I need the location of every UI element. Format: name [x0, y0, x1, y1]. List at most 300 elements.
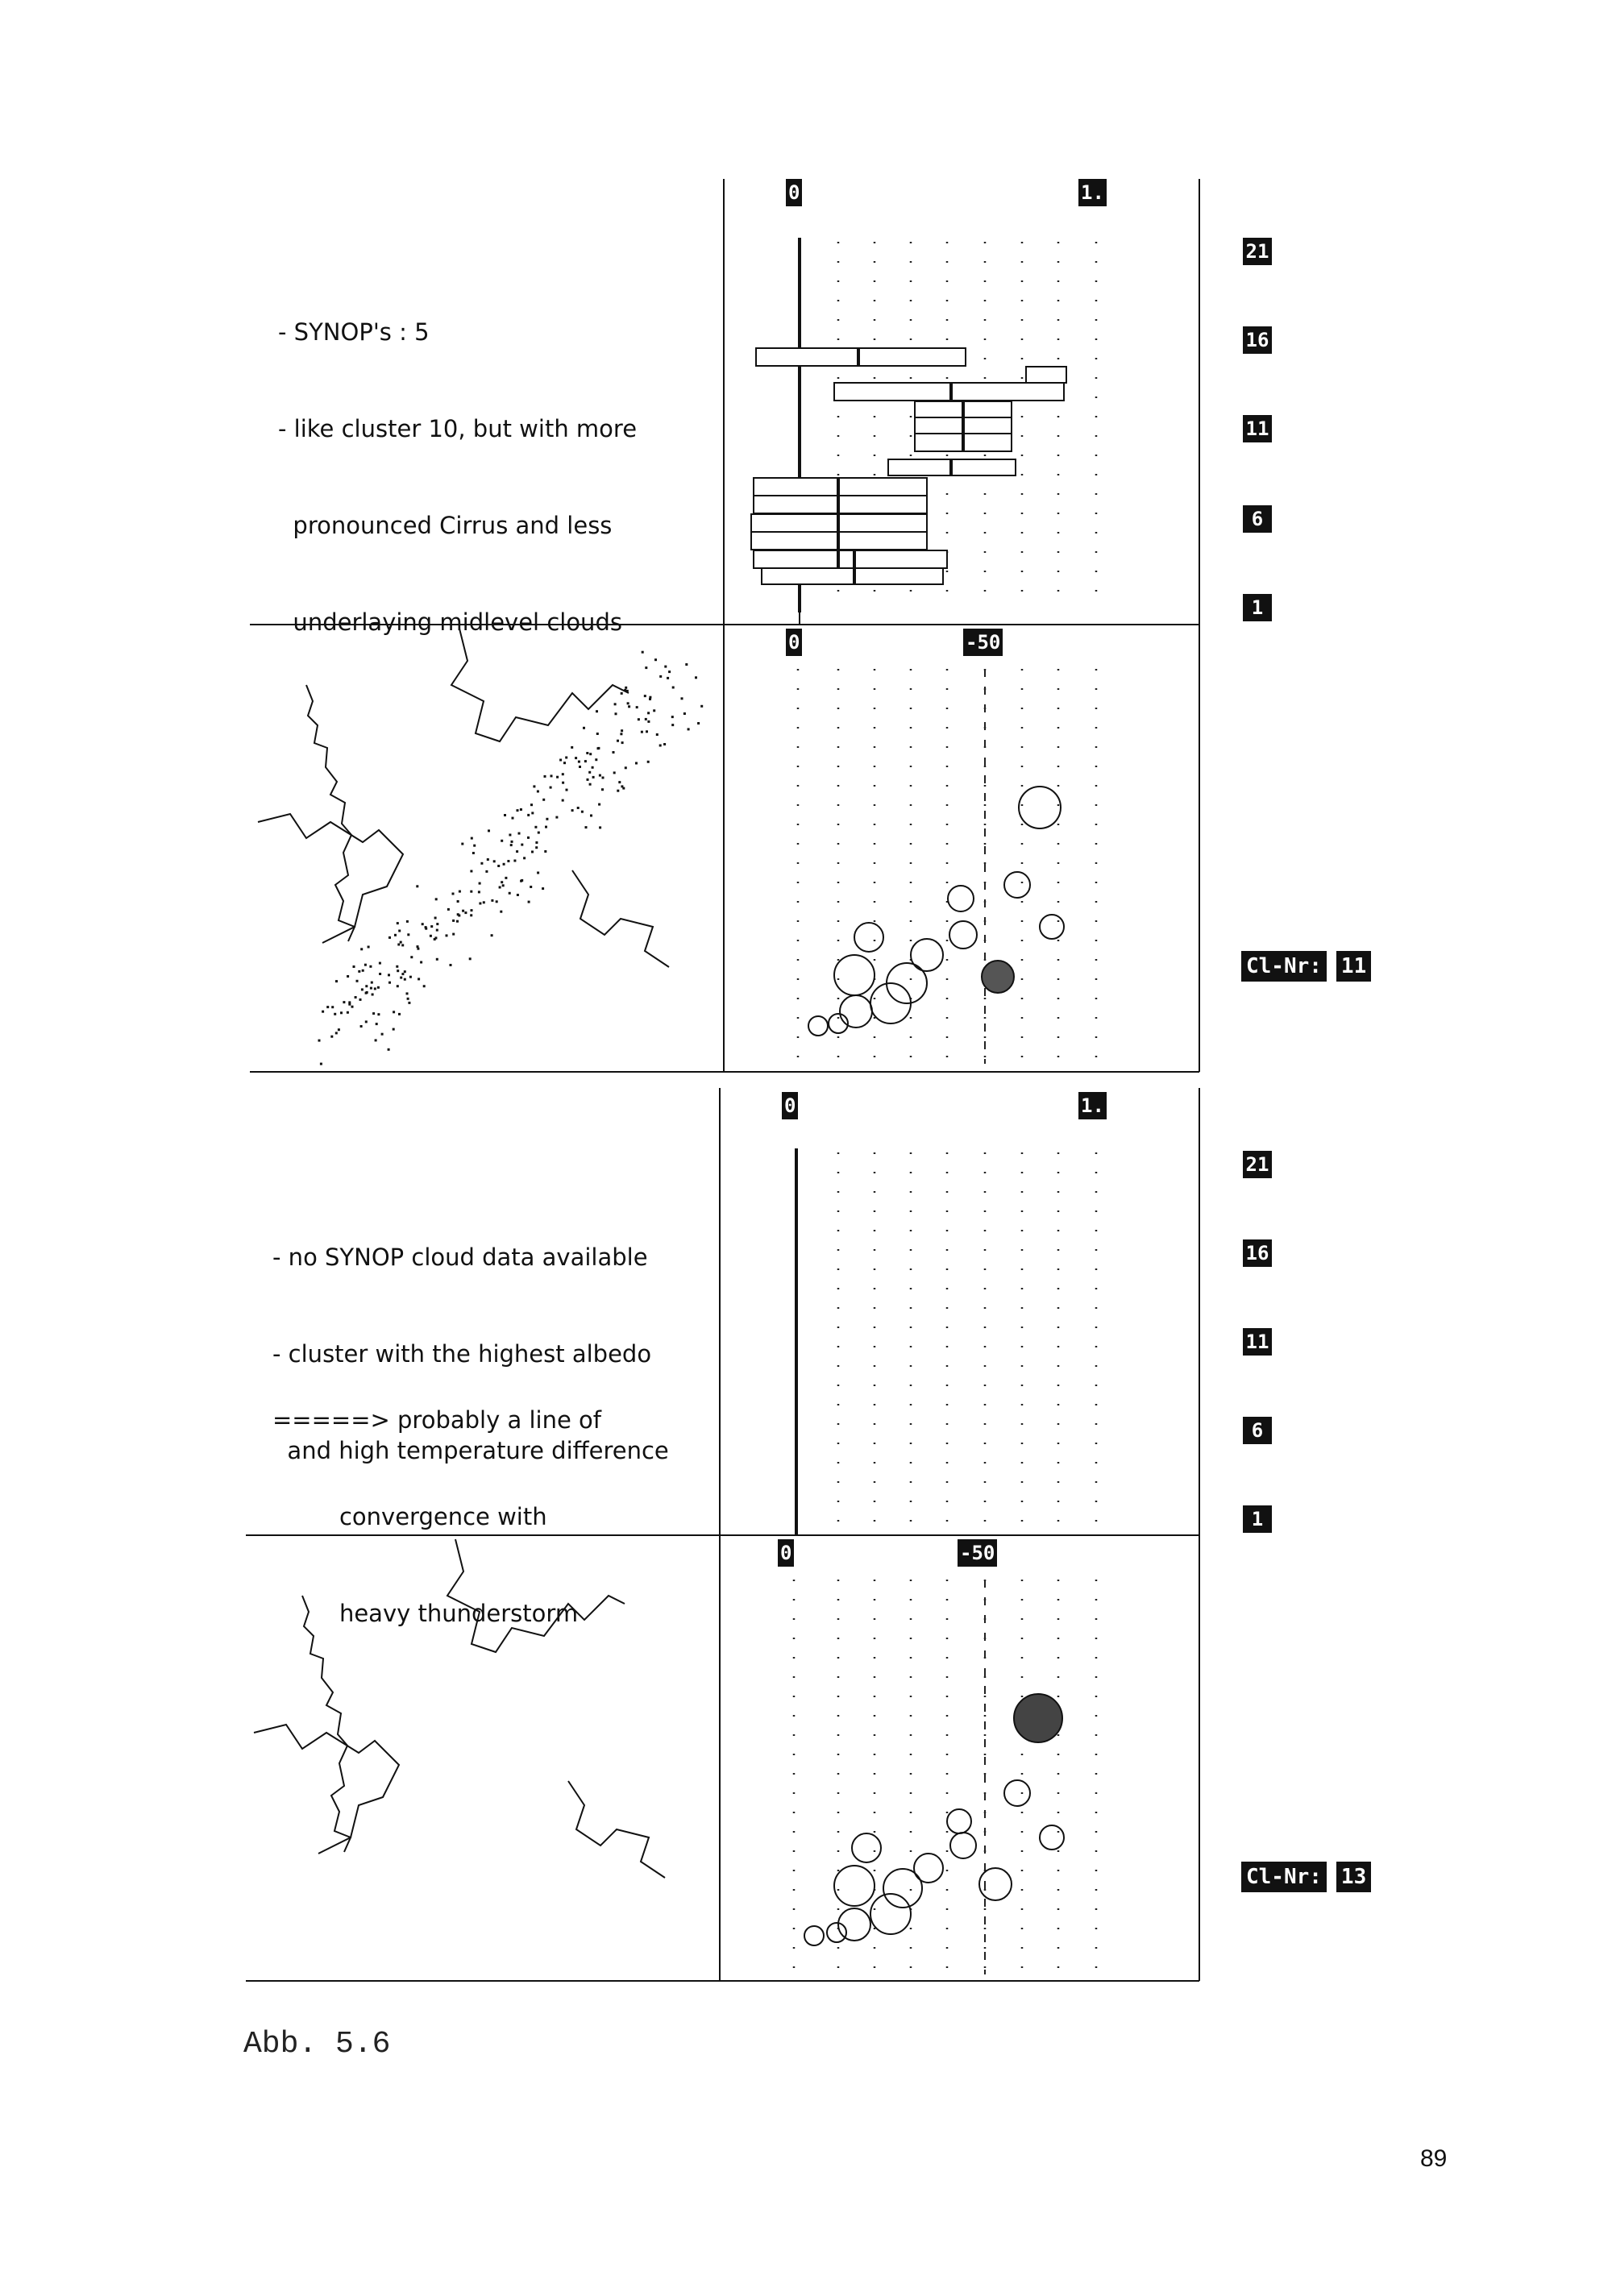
cloud-speckle — [398, 930, 401, 932]
cloud-speckle — [326, 1006, 329, 1008]
cloud-speckle — [683, 712, 686, 715]
cloud-speckle — [638, 718, 640, 720]
cloud-speckle — [470, 891, 472, 893]
cloud-speckle — [599, 826, 601, 828]
cloud-speckle — [664, 666, 667, 668]
cloud-speckle — [361, 988, 364, 990]
cloud-speckle — [434, 917, 437, 920]
cloud-speckle — [388, 1048, 390, 1051]
panel1-row-label: 6 — [1243, 505, 1272, 533]
cloud-speckle — [359, 999, 362, 1001]
panel1-top-scale-max: 1. — [1078, 179, 1107, 206]
cloud-speckle — [360, 948, 363, 950]
cloud-speckle — [358, 970, 360, 973]
cloud-speckle — [456, 920, 459, 923]
cloud-speckle — [417, 948, 419, 950]
cloud-speckle — [621, 741, 624, 744]
cloud-speckle — [617, 740, 619, 742]
cloud-speckle — [343, 1001, 345, 1003]
cloud-speckle — [517, 894, 519, 896]
page-number: 89 — [1420, 2145, 1448, 2172]
cloud-speckle — [566, 789, 568, 791]
cloud-speckle — [585, 826, 588, 828]
cloud-speckle — [575, 757, 577, 759]
cloud-speckle — [491, 899, 493, 902]
cloud-speckle — [668, 671, 671, 673]
cloud-speckle — [563, 762, 566, 764]
cloud-speckle — [407, 998, 409, 1000]
cluster-number-value: 13 — [1336, 1862, 1371, 1892]
cloud-speckle — [436, 929, 438, 932]
panel2-conclusion-line: convergence with — [272, 1503, 547, 1530]
cluster-number-label: Cl-Nr: — [1241, 951, 1327, 982]
cloud-speckle — [493, 860, 496, 862]
cloud-speckle — [473, 845, 476, 847]
cloud-speckle — [379, 973, 381, 975]
cloud-speckle — [347, 1011, 349, 1014]
data-circle — [1004, 872, 1030, 898]
panel2-conclusion — [272, 1339, 601, 1694]
cloud-speckle — [535, 841, 538, 844]
cloud-speckle — [318, 1040, 321, 1042]
cloud-speckle — [404, 970, 406, 973]
cloud-speckle — [335, 1032, 338, 1034]
cloud-speckle — [545, 826, 547, 828]
cloud-speckle — [462, 910, 464, 912]
cloud-speckle — [400, 941, 402, 944]
cloud-speckle — [370, 987, 372, 990]
cloud-speckle — [348, 1003, 351, 1006]
cloud-speckle — [393, 1028, 395, 1031]
cloud-speckle — [501, 840, 503, 842]
cloud-speckle — [599, 774, 601, 777]
cloud-speckle — [586, 752, 588, 754]
data-circle — [950, 1833, 976, 1858]
cloud-speckle — [528, 901, 530, 903]
cloud-speckle — [531, 851, 534, 853]
cloud-speckle — [479, 903, 481, 905]
data-circle — [808, 1016, 828, 1036]
cloud-speckle — [497, 865, 500, 867]
cloud-speckle — [459, 891, 461, 893]
panel2-note-line: and high temperature difference — [272, 1437, 669, 1464]
panel2-conclusion-line: heavy thunderstorm — [272, 1600, 579, 1627]
cloud-speckle — [478, 891, 480, 893]
cloud-speckle — [531, 812, 534, 814]
cloud-speckle — [436, 923, 438, 925]
cloud-speckle — [688, 728, 690, 730]
cloud-speckle — [550, 774, 553, 777]
bar-box — [1026, 367, 1066, 383]
panel2-bottom-scale-min: 0 — [778, 1539, 794, 1567]
cloud-speckle — [584, 760, 587, 762]
cloud-speckle — [577, 807, 580, 809]
cloud-speckle — [671, 724, 674, 726]
cloud-speckle — [470, 914, 472, 916]
cloud-speckle — [488, 829, 490, 832]
cloud-speckle — [376, 1023, 378, 1025]
panel2-row-label: 6 — [1243, 1417, 1272, 1444]
cloud-speckle — [355, 996, 357, 999]
panel1-notes — [278, 251, 637, 703]
cloud-speckle — [371, 982, 373, 984]
panel1-note-line: - SYNOP's : 5 — [278, 318, 430, 346]
panel1-cluster-number — [1241, 951, 1371, 982]
panel1-map-coastline — [572, 870, 669, 967]
cloud-speckle — [530, 886, 532, 888]
panel1-map-coastline — [306, 685, 355, 941]
bar-box — [756, 348, 966, 366]
cloud-speckle — [416, 885, 418, 887]
panel1-top-scale-min: 0 — [786, 179, 802, 206]
panel2-conclusion-line: =====> probably a line of — [272, 1406, 601, 1434]
cloud-speckle — [530, 803, 533, 806]
cloud-speckle — [388, 982, 391, 984]
cloud-speckle — [483, 901, 485, 903]
cloud-speckle — [407, 933, 409, 936]
panel2-top-scale-min: 0 — [782, 1092, 798, 1119]
cloud-speckle — [398, 1013, 401, 1015]
cloud-speckle — [542, 887, 544, 890]
cloud-speckle — [645, 666, 647, 669]
cloud-speckle — [512, 817, 514, 820]
cloud-speckle — [507, 860, 509, 862]
bar-box — [754, 496, 927, 513]
data-circle — [947, 1809, 971, 1833]
cloud-speckle — [581, 811, 584, 813]
cloud-speckle — [335, 980, 338, 982]
cloud-speckle — [641, 731, 643, 733]
cloud-speckle — [420, 961, 422, 964]
cloud-speckle — [471, 909, 473, 911]
data-circle — [1004, 1780, 1030, 1806]
cloud-speckle — [533, 785, 535, 787]
cloud-speckle — [685, 663, 688, 666]
cloud-speckle — [555, 816, 558, 819]
cloud-speckle — [360, 1025, 363, 1028]
cloud-speckle — [457, 913, 459, 915]
cloud-speckle — [447, 908, 450, 911]
cloud-speckle — [578, 761, 580, 763]
data-circle — [804, 1926, 824, 1945]
cloud-speckle — [700, 705, 703, 708]
cloud-speckle — [396, 965, 398, 968]
cloud-speckle — [521, 879, 523, 882]
cloud-speckle — [470, 870, 472, 873]
cloud-speckle — [647, 720, 650, 723]
cloud-speckle — [571, 809, 574, 812]
cloud-speckle — [330, 1036, 333, 1038]
cloud-speckle — [393, 1011, 395, 1013]
cloud-speckle — [480, 862, 483, 865]
cloud-speckle — [502, 884, 505, 886]
cloud-speckle — [388, 936, 391, 939]
cloud-speckle — [377, 1013, 380, 1015]
cloud-speckle — [636, 706, 638, 708]
cloud-speckle — [621, 729, 623, 732]
cloud-speckle — [406, 920, 409, 923]
data-circle — [854, 923, 883, 952]
cloud-speckle — [590, 815, 592, 817]
panel2-row-label: 1 — [1243, 1505, 1272, 1533]
panel1-bottom-scale-mid: -50 — [963, 629, 1003, 656]
data-circle — [1019, 787, 1061, 828]
panel1-row-label: 11 — [1243, 415, 1272, 442]
data-circle — [911, 939, 943, 971]
cloud-speckle — [521, 844, 523, 846]
cloud-speckle — [457, 900, 459, 903]
cloud-speckle — [546, 818, 548, 820]
bar-box — [754, 550, 947, 568]
cloud-speckle — [589, 753, 592, 755]
cloud-speckle — [471, 837, 473, 840]
cloud-speckle — [388, 974, 390, 976]
cloud-speckle — [597, 747, 600, 749]
cloud-speckle — [485, 870, 488, 873]
cloud-speckle — [436, 958, 438, 961]
cloud-speckle — [353, 965, 355, 968]
cloud-speckle — [400, 977, 402, 979]
cloud-speckle — [365, 1020, 368, 1023]
cloud-speckle — [537, 791, 539, 793]
data-circle — [834, 1866, 875, 1906]
cloud-speckle — [377, 986, 380, 989]
cloud-speckle — [517, 809, 519, 812]
panel2-note-line: - cluster with the highest albedo — [272, 1340, 652, 1368]
cloud-speckle — [667, 677, 669, 679]
data-circle — [1040, 1825, 1064, 1850]
cloud-speckle — [538, 832, 540, 834]
data-circle — [840, 995, 872, 1028]
cloud-speckle — [646, 730, 648, 733]
cloud-speckle — [425, 928, 427, 930]
cloud-speckle — [503, 863, 505, 866]
cloud-speckle — [625, 766, 627, 769]
cloud-speckle — [556, 776, 559, 778]
cloud-speckle — [511, 841, 513, 843]
cloud-speckle — [614, 703, 617, 705]
cloud-speckle — [430, 925, 433, 928]
cloud-speckle — [520, 808, 522, 811]
cloud-speckle — [509, 892, 511, 895]
panel1-note-line: pronounced Cirrus and less — [278, 512, 613, 539]
data-circle — [834, 955, 875, 995]
cloud-speckle — [550, 787, 552, 789]
cloud-speckle — [372, 994, 374, 996]
cloud-speckle — [334, 1013, 336, 1015]
cloud-speckle — [518, 832, 521, 835]
cloud-speckle — [364, 964, 367, 966]
cloud-speckle — [562, 782, 564, 784]
cloud-speckle — [351, 1006, 354, 1008]
cluster-number-label: Cl-Nr: — [1241, 1862, 1327, 1892]
cloud-speckle — [681, 697, 683, 700]
cloud-speckle — [435, 898, 438, 900]
data-circle — [1040, 915, 1064, 939]
cloud-speckle — [659, 675, 662, 678]
data-circle — [948, 886, 974, 911]
cloud-speckle — [663, 743, 666, 745]
cloud-speckle — [401, 973, 404, 975]
data-circle — [852, 1833, 881, 1862]
cloud-speckle — [487, 858, 489, 861]
cloud-speckle — [695, 676, 697, 679]
cloud-speckle — [602, 777, 604, 779]
cloud-speckle — [615, 712, 617, 715]
cloud-speckle — [589, 783, 592, 786]
cloud-speckle — [618, 781, 621, 783]
cloud-speckle — [479, 882, 481, 885]
cloud-speckle — [656, 733, 659, 736]
cloud-speckle — [410, 956, 413, 958]
cloud-speckle — [645, 718, 647, 720]
cloud-speckle — [397, 969, 399, 972]
cloud-speckle — [365, 985, 368, 987]
cloud-speckle — [418, 978, 420, 980]
cloud-speckle — [595, 758, 597, 761]
cloud-speckle — [450, 964, 452, 966]
cloud-speckle — [647, 761, 650, 763]
cloud-speckle — [469, 957, 472, 960]
panel1-map-coastline — [258, 814, 403, 943]
cloud-speckle — [417, 945, 419, 948]
cloud-speckle — [368, 946, 370, 949]
highlight-circle — [982, 961, 1014, 993]
panel1-note-line: underlaying midlevel clouds — [278, 608, 622, 636]
cloud-speckle — [509, 834, 511, 837]
panel2-row-label: 21 — [1243, 1151, 1272, 1178]
cloud-speckle — [523, 857, 526, 859]
cloud-speckle — [534, 826, 537, 828]
cloud-speckle — [513, 860, 516, 862]
cloud-speckle — [362, 969, 364, 972]
cloud-speckle — [649, 698, 651, 700]
cloud-speckle — [659, 745, 662, 747]
cloud-speckle — [653, 709, 655, 712]
panel2-bottom-scale-mid: -50 — [958, 1539, 997, 1567]
cloud-speckle — [542, 799, 545, 801]
cloud-speckle — [499, 886, 501, 889]
cloud-speckle — [571, 746, 573, 749]
cloud-speckle — [622, 787, 625, 790]
cloud-speckle — [654, 658, 657, 661]
cloud-speckle — [579, 766, 581, 768]
panel2-row-label: 11 — [1243, 1328, 1272, 1356]
cloud-speckle — [394, 934, 397, 936]
cloud-speckle — [340, 1011, 343, 1014]
highlight-circle — [1014, 1694, 1062, 1742]
data-circle — [827, 1923, 846, 1942]
cloud-speckle — [464, 911, 467, 914]
cloud-speckle — [510, 844, 513, 846]
cloud-speckle — [697, 722, 700, 725]
cloud-speckle — [527, 837, 530, 839]
cloud-speckle — [401, 944, 404, 946]
data-circle — [949, 921, 977, 949]
cloud-speckle — [592, 766, 594, 769]
cloud-speckle — [562, 799, 564, 802]
panel1-row-label: 1 — [1243, 594, 1272, 621]
cloud-speckle — [596, 733, 599, 735]
cloud-speckle — [434, 938, 436, 940]
cloud-speckle — [397, 922, 399, 924]
cloud-speckle — [504, 814, 506, 816]
figure-caption: Abb. 5.6 — [243, 2027, 391, 2061]
cloud-speckle — [496, 900, 498, 903]
cloud-speckle — [408, 1002, 410, 1004]
cloud-speckle — [320, 1063, 322, 1065]
panel1-row-label: 21 — [1243, 238, 1272, 265]
cloud-speckle — [500, 911, 502, 913]
cloud-speckle — [505, 877, 507, 879]
panel1-note-line: - like cluster 10, but with more — [278, 415, 638, 442]
cloud-speckle — [452, 920, 455, 922]
panel2-map-coastline — [568, 1781, 665, 1878]
panel2-top-scale-max: 1. — [1078, 1092, 1107, 1119]
panel2-cluster-number — [1241, 1862, 1371, 1892]
bar-box — [754, 478, 927, 496]
cloud-speckle — [472, 852, 475, 854]
cloud-speckle — [617, 790, 619, 792]
cloud-speckle — [374, 987, 376, 990]
cloud-speckle — [338, 1028, 340, 1031]
cloud-speckle — [544, 850, 546, 853]
cloud-speckle — [347, 975, 349, 978]
cloud-speckle — [372, 1012, 375, 1015]
panel1-bottom-scale-min: 0 — [786, 629, 802, 656]
cloud-speckle — [322, 1011, 324, 1013]
cloud-speckle — [588, 771, 591, 774]
cloud-speckle — [537, 872, 539, 874]
cluster-number-value: 11 — [1336, 951, 1371, 982]
data-circle — [883, 1869, 922, 1908]
cloud-speckle — [409, 976, 412, 978]
bar-box — [762, 568, 943, 584]
cloud-speckle — [587, 778, 589, 781]
cloud-speckle — [565, 757, 567, 759]
bar-box — [834, 383, 1064, 401]
panel2-note-line: - no SYNOP cloud data available — [272, 1243, 648, 1271]
data-circle — [870, 1894, 911, 1934]
cloud-speckle — [397, 985, 399, 987]
cloud-speckle — [647, 712, 650, 714]
cloud-speckle — [404, 978, 406, 981]
cloud-speckle — [461, 843, 463, 845]
cloud-speckle — [379, 962, 381, 965]
cloud-speckle — [635, 762, 638, 765]
cloud-speckle — [452, 933, 455, 936]
cloud-speckle — [601, 788, 604, 791]
cloud-speckle — [620, 733, 622, 735]
cloud-speckle — [644, 695, 646, 697]
cloud-speckle — [527, 814, 530, 816]
cloud-speckle — [331, 1006, 334, 1008]
cloud-speckle — [672, 687, 675, 689]
cloud-speckle — [423, 985, 426, 987]
cloud-speckle — [544, 775, 546, 778]
cloud-speckle — [422, 923, 424, 925]
cloud-speckle — [583, 727, 585, 729]
cloud-speckle — [491, 934, 493, 936]
cloud-speckle — [369, 965, 372, 968]
cloud-speckle — [375, 1039, 377, 1041]
panel1-row-label: 16 — [1243, 326, 1272, 354]
cloud-speckle — [406, 992, 409, 994]
cloud-speckle — [381, 1033, 384, 1036]
panel2-map-coastline — [254, 1725, 399, 1854]
cloud-speckle — [446, 934, 448, 936]
cloud-speckle — [452, 893, 455, 895]
